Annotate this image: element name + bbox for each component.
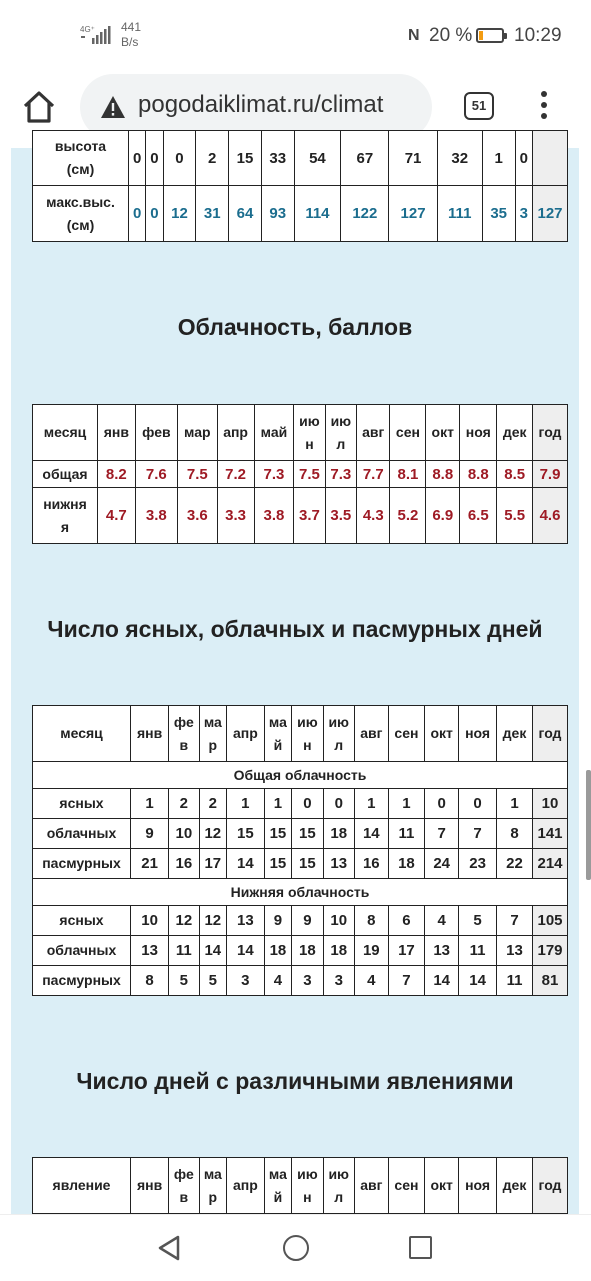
header-month-cell: май <box>254 405 294 461</box>
section-header-row <box>33 879 568 906</box>
snow-depth-table <box>32 130 568 242</box>
value-cell: 13 <box>323 849 354 879</box>
year-value-cell: 81 <box>533 966 568 996</box>
value-cell: 3.5 <box>325 488 356 544</box>
header-month-cell: ию л <box>325 405 356 461</box>
table-header-row <box>33 405 568 461</box>
header-year-cell: год <box>533 1158 568 1214</box>
value-cell: 11 <box>459 936 497 966</box>
value-cell: 32 <box>437 131 482 186</box>
header-month-cell: авг <box>354 706 388 762</box>
row-label-cell: облачных <box>33 936 131 966</box>
value-cell: 5 <box>459 906 497 936</box>
header-month-cell: дек <box>497 706 533 762</box>
section-header-cell: Общая облачность <box>33 762 568 789</box>
value-cell: 5.5 <box>497 488 533 544</box>
header-month-cell: фе в <box>169 1158 199 1214</box>
signal-icon <box>80 24 114 46</box>
header-month-cell: дек <box>497 1158 533 1214</box>
value-cell: 11 <box>388 819 424 849</box>
value-cell: 17 <box>388 936 424 966</box>
table-header-row <box>33 1158 568 1214</box>
clear-cloudy-days-table <box>32 705 568 996</box>
row-label-unit: (см) <box>66 161 95 177</box>
value-cell: 0 <box>515 131 532 186</box>
value-cell: 18 <box>323 936 354 966</box>
row-label-unit: (см) <box>66 216 95 233</box>
value-cell: 7.6 <box>135 461 177 488</box>
value-cell: 15 <box>292 819 323 849</box>
row-label-cell <box>33 186 129 242</box>
value-cell: 14 <box>354 819 388 849</box>
value-cell: 12 <box>163 186 196 242</box>
value-cell: 9 <box>264 906 292 936</box>
value-cell: 19 <box>354 936 388 966</box>
table-row <box>33 906 568 936</box>
value-cell: 122 <box>341 186 389 242</box>
value-cell: 1 <box>482 131 515 186</box>
warning-icon[interactable] <box>100 95 126 119</box>
value-cell: 18 <box>388 849 424 879</box>
value-cell: 13 <box>227 906 265 936</box>
value-cell: 35 <box>482 186 515 242</box>
header-month-cell: фе в <box>169 706 199 762</box>
battery-percent: 20 % <box>429 25 473 46</box>
value-cell: 6 <box>388 906 424 936</box>
header-label-cell: месяц <box>33 405 98 461</box>
value-cell: 8.1 <box>390 461 426 488</box>
year-value-cell: 10 <box>533 789 568 819</box>
value-cell: 10 <box>323 906 354 936</box>
value-cell: 67 <box>341 131 389 186</box>
battery-icon <box>476 28 504 43</box>
row-label-cell: пасмурных <box>33 849 131 879</box>
table-row <box>33 488 568 544</box>
section-header-cell: Нижняя облачность <box>33 879 568 906</box>
value-cell: 3.6 <box>178 488 218 544</box>
header-month-cell: авг <box>357 405 390 461</box>
value-cell: 0 <box>146 131 163 186</box>
value-cell: 8 <box>497 819 533 849</box>
value-cell: 5 <box>199 966 227 996</box>
row-label-cell: нижня я <box>33 488 98 544</box>
value-cell: 8.8 <box>426 461 460 488</box>
value-cell: 2 <box>199 789 227 819</box>
clear-cloudy-days-title: Число ясных, облачных и пасмурных дней <box>47 616 543 642</box>
value-cell: 31 <box>196 186 229 242</box>
row-label-line: макс.выс. <box>46 193 115 210</box>
value-cell: 93 <box>261 186 294 242</box>
value-cell: 15 <box>229 131 262 186</box>
value-cell: 3 <box>292 966 323 996</box>
value-cell: 0 <box>292 789 323 819</box>
network-type: 4G⁺ <box>80 25 95 34</box>
value-cell: 33 <box>261 131 294 186</box>
value-cell: 114 <box>294 186 341 242</box>
header-month-cell: окт <box>426 405 460 461</box>
value-cell: 0 <box>146 186 163 242</box>
year-value-cell: 105 <box>533 906 568 936</box>
clock: 10:29 <box>514 25 562 46</box>
year-value-cell: 7.9 <box>533 461 568 488</box>
value-cell: 127 <box>389 186 437 242</box>
value-cell: 3 <box>323 966 354 996</box>
value-cell: 0 <box>163 131 196 186</box>
value-cell: 12 <box>199 819 227 849</box>
header-month-cell: дек <box>497 405 533 461</box>
value-cell: 4.3 <box>357 488 390 544</box>
value-cell: 4 <box>425 906 459 936</box>
value-cell: 3 <box>227 966 265 996</box>
value-cell: 11 <box>169 936 199 966</box>
value-cell: 64 <box>229 186 262 242</box>
header-month-cell: сен <box>390 405 426 461</box>
value-cell: 21 <box>131 849 169 879</box>
back-icon[interactable] <box>157 1235 181 1261</box>
header-month-cell: апр <box>227 706 265 762</box>
row-label-line: высота <box>54 138 107 154</box>
header-month-cell: мар <box>178 405 218 461</box>
value-cell: 7.5 <box>178 461 218 488</box>
table-row <box>33 131 568 186</box>
header-month-cell: ию л <box>323 706 354 762</box>
value-cell: 10 <box>131 906 169 936</box>
value-cell: 1 <box>354 789 388 819</box>
value-cell: 3.7 <box>294 488 325 544</box>
value-cell: 18 <box>264 936 292 966</box>
section-header-row <box>33 762 568 789</box>
year-value-cell: 141 <box>533 819 568 849</box>
year-value-cell: 179 <box>533 936 568 966</box>
row-label-cell <box>33 131 129 186</box>
network-speed <box>121 20 141 50</box>
scrollbar-thumb[interactable] <box>586 770 591 880</box>
value-cell: 0 <box>459 789 497 819</box>
value-cell: 10 <box>169 819 199 849</box>
row-label-cell: ясных <box>33 906 131 936</box>
value-cell: 111 <box>437 186 482 242</box>
value-cell: 8 <box>354 906 388 936</box>
value-cell: 18 <box>323 819 354 849</box>
header-month-cell: апр <box>227 1158 265 1214</box>
header-month-cell: ма й <box>264 1158 292 1214</box>
row-label-cell: общая <box>33 461 98 488</box>
value-cell: 2 <box>196 131 229 186</box>
header-month-cell: ноя <box>459 1158 497 1214</box>
value-cell: 7.5 <box>294 461 325 488</box>
cloudiness-table <box>32 404 568 544</box>
value-cell: 5 <box>169 966 199 996</box>
phenomena-title: Число дней с различными явлениями <box>76 1068 514 1094</box>
row-label-cell: облачных <box>33 819 131 849</box>
header-month-cell: сен <box>388 1158 424 1214</box>
value-cell: 8.2 <box>98 461 136 488</box>
value-cell: 0 <box>129 131 146 186</box>
table-row <box>33 936 568 966</box>
value-cell: 23 <box>459 849 497 879</box>
value-cell: 1 <box>388 789 424 819</box>
value-cell: 15 <box>227 819 265 849</box>
header-year-cell: год <box>533 706 568 762</box>
value-cell: 0 <box>323 789 354 819</box>
header-month-cell: ма р <box>199 1158 227 1214</box>
value-cell: 7 <box>497 906 533 936</box>
table-row <box>33 819 568 849</box>
table-row <box>33 849 568 879</box>
table-row <box>33 461 568 488</box>
system-nav-bar <box>0 1214 591 1281</box>
value-cell: 1 <box>264 789 292 819</box>
value-cell: 3.8 <box>135 488 177 544</box>
header-month-cell: фев <box>135 405 177 461</box>
value-cell: 8 <box>131 966 169 996</box>
value-cell: 14 <box>459 966 497 996</box>
value-cell: 7 <box>388 966 424 996</box>
header-month-cell: янв <box>131 1158 169 1214</box>
value-cell: 16 <box>169 849 199 879</box>
value-cell: 3.8 <box>254 488 294 544</box>
value-cell: 71 <box>389 131 437 186</box>
value-cell: 1 <box>227 789 265 819</box>
home-icon[interactable] <box>20 88 58 126</box>
header-month-cell: сен <box>388 706 424 762</box>
value-cell: 8.5 <box>497 461 533 488</box>
year-value-cell: 214 <box>533 849 568 879</box>
status-bar <box>0 0 591 70</box>
value-cell: 12 <box>169 906 199 936</box>
value-cell: 9 <box>292 906 323 936</box>
table-row <box>33 186 568 242</box>
value-cell: 8.8 <box>460 461 497 488</box>
table-header-row <box>33 706 568 762</box>
value-cell: 13 <box>425 936 459 966</box>
value-cell: 54 <box>294 131 341 186</box>
value-cell: 3.3 <box>217 488 254 544</box>
value-cell: 7.3 <box>325 461 356 488</box>
value-cell: 18 <box>292 936 323 966</box>
speed-value: 441 <box>121 20 142 34</box>
value-cell: 15 <box>264 849 292 879</box>
value-cell: 15 <box>292 849 323 879</box>
cloudiness-title: Облачность, баллов <box>177 314 413 340</box>
nfc-icon: N <box>408 27 420 44</box>
value-cell: 6.5 <box>460 488 497 544</box>
header-month-cell: ноя <box>460 405 497 461</box>
value-cell: 7 <box>459 819 497 849</box>
value-cell: 2 <box>169 789 199 819</box>
value-cell: 7 <box>425 819 459 849</box>
value-cell: 1 <box>497 789 533 819</box>
header-label-cell: месяц <box>33 706 131 762</box>
value-cell: 7.7 <box>357 461 390 488</box>
value-cell: 4.7 <box>98 488 136 544</box>
row-label-cell: пасмурных <box>33 966 131 996</box>
header-month-cell: ию н <box>294 405 325 461</box>
table-row <box>33 789 568 819</box>
value-cell: 12 <box>199 906 227 936</box>
year-value-cell <box>533 131 568 186</box>
year-value-cell: 4.6 <box>533 488 568 544</box>
value-cell: 4 <box>264 966 292 996</box>
header-month-cell: ию н <box>292 1158 323 1214</box>
value-cell: 24 <box>425 849 459 879</box>
value-cell: 0 <box>425 789 459 819</box>
tab-switcher-button[interactable]: 51 <box>464 92 494 120</box>
value-cell: 4 <box>354 966 388 996</box>
header-month-cell: авг <box>354 1158 388 1214</box>
climate-panel <box>11 138 579 1214</box>
speed-unit: B/s <box>121 35 139 49</box>
value-cell: 6.9 <box>426 488 460 544</box>
header-month-cell: янв <box>98 405 136 461</box>
more-vert-icon[interactable] <box>537 88 551 124</box>
value-cell: 15 <box>264 819 292 849</box>
header-month-cell: ию н <box>292 706 323 762</box>
year-value-cell: 127 <box>533 186 568 242</box>
header-month-cell: ноя <box>459 706 497 762</box>
value-cell: 17 <box>199 849 227 879</box>
header-label-cell: явление <box>33 1158 131 1214</box>
value-cell: 13 <box>497 936 533 966</box>
value-cell: 14 <box>227 849 265 879</box>
value-cell: 3 <box>515 186 532 242</box>
value-cell: 1 <box>131 789 169 819</box>
header-month-cell: янв <box>131 706 169 762</box>
row-label-cell: ясных <box>33 789 131 819</box>
value-cell: 7.2 <box>217 461 254 488</box>
header-year-cell: год <box>533 405 568 461</box>
header-month-cell: апр <box>217 405 254 461</box>
header-month-cell: окт <box>425 706 459 762</box>
header-month-cell: ма р <box>199 706 227 762</box>
value-cell: 14 <box>227 936 265 966</box>
header-month-cell: окт <box>425 1158 459 1214</box>
value-cell: 14 <box>199 936 227 966</box>
value-cell: 5.2 <box>390 488 426 544</box>
header-month-cell: ма й <box>264 706 292 762</box>
table-row <box>33 966 568 996</box>
home-nav-icon[interactable] <box>283 1235 309 1261</box>
value-cell: 11 <box>497 966 533 996</box>
value-cell: 14 <box>425 966 459 996</box>
value-cell: 16 <box>354 849 388 879</box>
page-content[interactable] <box>0 138 591 1214</box>
value-cell: 0 <box>129 186 146 242</box>
value-cell: 13 <box>131 936 169 966</box>
recent-apps-icon[interactable] <box>409 1236 432 1259</box>
value-cell: 7.3 <box>254 461 294 488</box>
header-month-cell: ию л <box>323 1158 354 1214</box>
value-cell: 9 <box>131 819 169 849</box>
url-text[interactable]: pogodaiklimat.ru/climat <box>138 91 384 118</box>
value-cell: 22 <box>497 849 533 879</box>
